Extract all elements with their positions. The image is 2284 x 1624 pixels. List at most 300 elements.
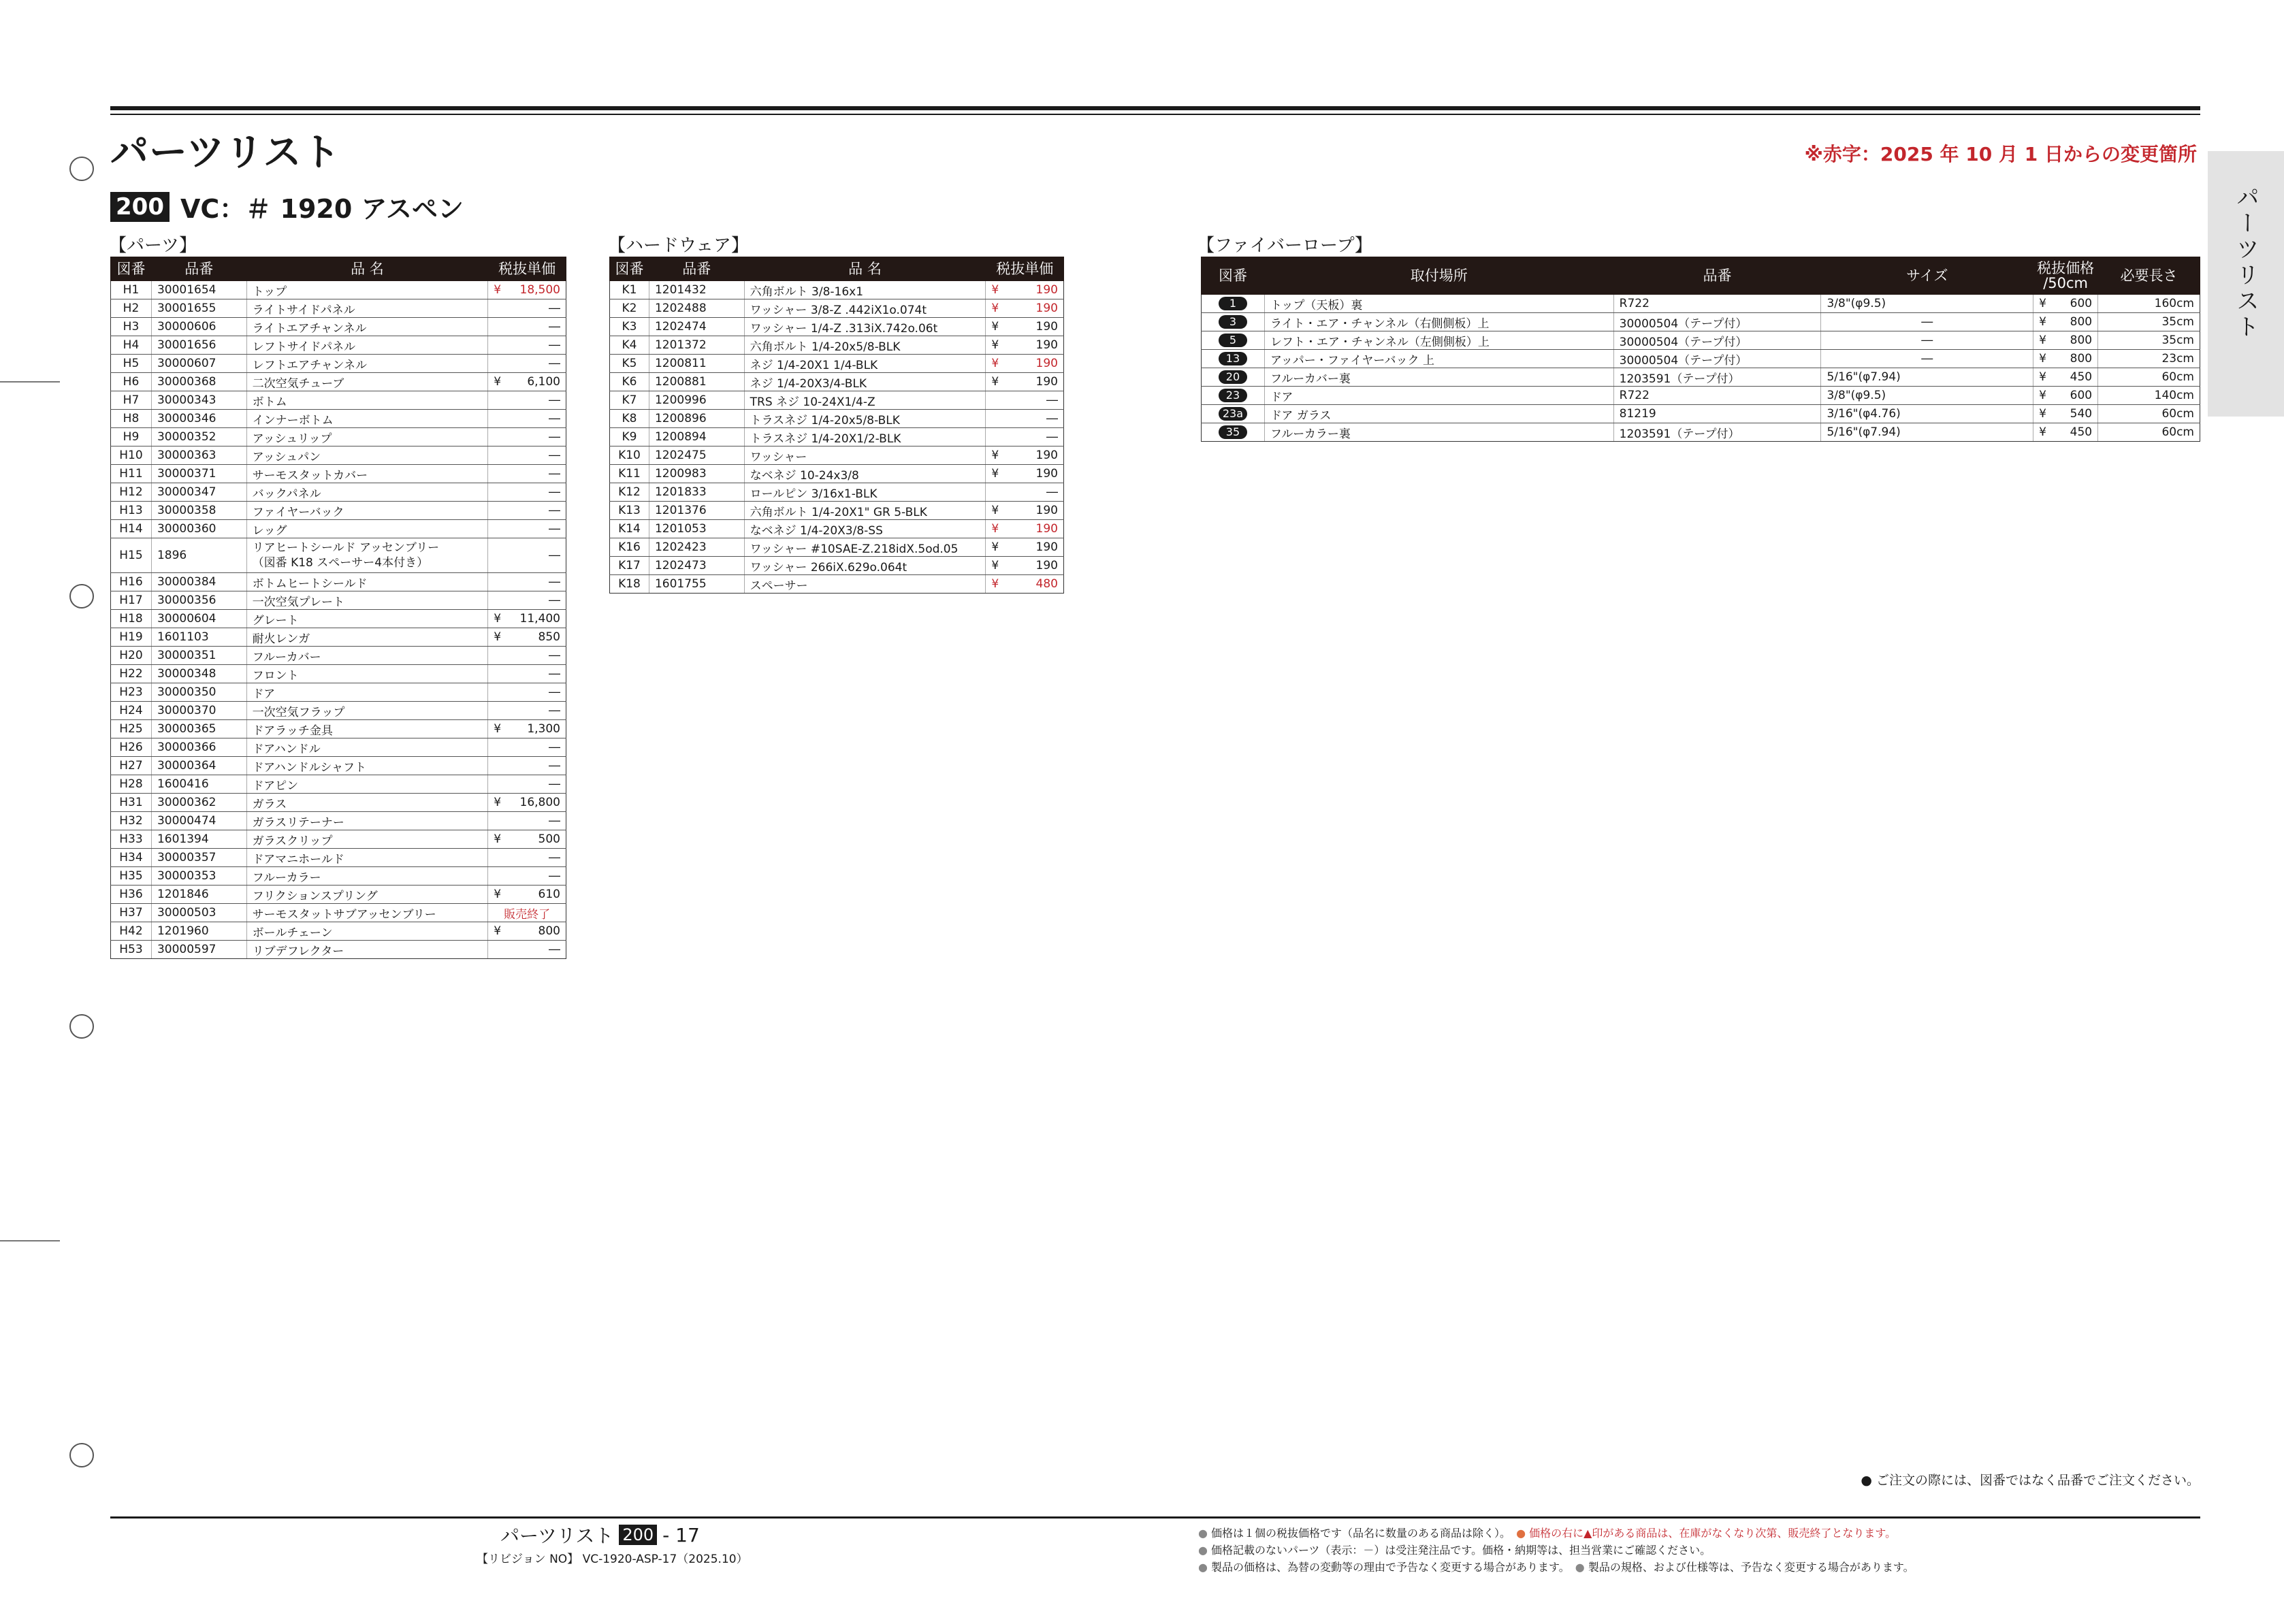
hardware-section-label: 【ハードウェア】 <box>608 236 749 256</box>
fig-no-cell: H12 <box>111 483 152 502</box>
bullet-icon: ● <box>1198 1544 1212 1557</box>
price-value: 190 <box>1035 357 1058 370</box>
part-no-cell: 30000604 <box>151 610 246 628</box>
name-cell <box>246 941 488 959</box>
col-header-part-no: 品番 <box>649 257 744 281</box>
table-row <box>111 886 566 904</box>
price-cell <box>986 318 1064 336</box>
table-row <box>111 428 566 446</box>
col-header-price: 税抜単価 <box>986 257 1064 281</box>
fig-no-badge: 13 <box>1219 352 1247 366</box>
order-note: ● ご注文の際には、図番ではなく品番でご注文ください。 <box>1861 1473 2200 1488</box>
name-cell <box>246 738 488 757</box>
part-no-cell: R722 <box>1613 387 1821 405</box>
name-line: レフトエアチャンネル <box>252 358 367 372</box>
table-row <box>1202 295 2200 313</box>
part-no-cell: 1201432 <box>649 281 744 299</box>
top-rule-thin <box>110 114 2200 115</box>
fig-no-cell: H53 <box>111 941 152 959</box>
price-cell <box>986 373 1064 391</box>
price-cell <box>2033 368 2098 387</box>
name-cell <box>246 702 488 720</box>
price-value: 800 <box>2070 334 2093 347</box>
price-value: 190 <box>1035 504 1058 517</box>
name-cell <box>246 647 488 665</box>
fig-no-cell: H28 <box>111 775 152 794</box>
price-cell: ― <box>986 428 1064 446</box>
fig-no-cell: H24 <box>111 702 152 720</box>
currency-symbol: ¥ <box>494 612 502 626</box>
price-cell <box>488 830 566 849</box>
part-no-cell: 1203591（テープ付） <box>1613 368 1821 387</box>
name-cell <box>246 502 488 520</box>
name-cell <box>744 318 986 336</box>
part-no-cell: 30000370 <box>151 702 246 720</box>
price-cell: ― <box>488 867 566 886</box>
fig-no-badge: 3 <box>1219 315 1247 329</box>
fig-no-cell: H5 <box>111 355 152 373</box>
fig-no-cell: H10 <box>111 446 152 465</box>
price-cell: ― <box>986 391 1064 410</box>
part-no-cell: 30000343 <box>151 391 246 410</box>
name-cell <box>246 628 488 647</box>
price-cell: ― <box>488 647 566 665</box>
part-no-cell: 30000474 <box>151 812 246 830</box>
price-cell: ― <box>488 665 566 683</box>
price-cell: ― <box>488 849 566 867</box>
part-no-cell: 30000371 <box>151 465 246 483</box>
punch-hole-icon <box>69 584 94 608</box>
table-row <box>111 941 566 959</box>
name-cell <box>246 683 488 702</box>
currency-symbol: ¥ <box>494 888 502 901</box>
name-line: 六角ボルト 1/4-20X1" GR 5-BLK <box>750 505 927 519</box>
price-cell: ― <box>488 757 566 775</box>
price-cell <box>488 610 566 628</box>
part-no-cell: 30001655 <box>151 299 246 318</box>
part-no-cell: 30001654 <box>151 281 246 299</box>
location-cell: アッパー・ファイヤーバック 上 <box>1264 350 1613 368</box>
name-line: ネジ 1/4-20X3/4-BLK <box>750 376 867 391</box>
note-spec-change: 製品の規格、および仕様等は、予告なく変更する場合があります。 <box>1588 1561 1914 1574</box>
footer-notes <box>1198 1525 1914 1576</box>
part-no-cell: 1202423 <box>649 538 744 557</box>
name-cell <box>246 573 488 591</box>
change-note: ※赤字：2025 年 10 月 1 日からの変更箇所 <box>1804 143 2197 165</box>
col-header-size: サイズ <box>1821 257 2033 295</box>
name-cell <box>246 538 488 573</box>
fig-no-cell: H31 <box>111 794 152 812</box>
price-value: 190 <box>1035 559 1058 572</box>
col-header-name: 品 名 <box>744 257 986 281</box>
currency-symbol: ¥ <box>2039 389 2046 402</box>
price-value: 850 <box>538 630 560 644</box>
part-no-cell: 30000384 <box>151 573 246 591</box>
name-cell <box>246 520 488 538</box>
name-line: フリクションスプリング <box>252 889 378 903</box>
table-row <box>610 428 1064 446</box>
price-value: 190 <box>1035 375 1058 389</box>
table-row <box>111 410 566 428</box>
size-cell: ― <box>1821 331 2033 350</box>
price-value: 190 <box>1035 449 1058 462</box>
fig-no-cell: K1 <box>610 281 649 299</box>
name-line: フロント <box>252 668 299 683</box>
fig-no-cell: K10 <box>610 446 649 465</box>
name-cell <box>246 665 488 683</box>
table-row <box>610 538 1064 557</box>
price-cell <box>2033 423 2098 442</box>
currency-symbol: ¥ <box>2039 297 2046 310</box>
length-cell: 60cm <box>2098 368 2200 387</box>
table-row <box>610 465 1064 483</box>
table-row <box>111 483 566 502</box>
price-cell: ― <box>488 355 566 373</box>
name-line: ボトムヒートシールド <box>252 576 368 591</box>
fig-no-cell: H25 <box>111 720 152 738</box>
location-cell: レフト・エア・チャンネル（左側側板）上 <box>1264 331 1613 350</box>
fiber-rope-section-label: 【ファイバーロープ】 <box>1197 236 1372 256</box>
fig-no-cell <box>1202 350 1265 368</box>
table-row <box>111 355 566 373</box>
currency-symbol: ¥ <box>494 796 502 809</box>
part-no-cell: 1200983 <box>649 465 744 483</box>
location-cell: トップ（天板）裏 <box>1264 295 1613 313</box>
size-cell: 3/16"(φ4.76) <box>1821 405 2033 423</box>
price-value: 190 <box>1035 283 1058 297</box>
price-value: 800 <box>2070 315 2093 329</box>
name-line: ワッシャー #10SAE-Z.218idX.5od.05 <box>750 542 959 556</box>
price-cell: ― <box>488 299 566 318</box>
price-cell: ― <box>986 483 1064 502</box>
table-row <box>111 281 566 299</box>
price-cell: ― <box>488 428 566 446</box>
part-no-cell: 1200881 <box>649 373 744 391</box>
name-line: 一次空気フラップ <box>252 705 345 719</box>
price-value: 16,800 <box>519 796 560 809</box>
currency-symbol: ¥ <box>991 577 999 591</box>
table-row <box>111 318 566 336</box>
name-cell <box>246 299 488 318</box>
currency-symbol: ¥ <box>2039 315 2046 329</box>
fig-no-cell: H3 <box>111 318 152 336</box>
price-cell <box>986 520 1064 538</box>
name-cell <box>744 465 986 483</box>
part-no-cell: 1202474 <box>649 318 744 336</box>
price-value: 450 <box>2070 425 2093 439</box>
name-line: ドアマニホールド <box>252 852 344 866</box>
price-cell <box>2033 387 2098 405</box>
table-row <box>111 628 566 647</box>
fig-no-badge: 20 <box>1219 370 1247 384</box>
col-header-required-length: 必要長さ <box>2098 257 2200 295</box>
fig-no-cell <box>1202 331 1265 350</box>
price-cell: ― <box>488 683 566 702</box>
name-cell <box>246 410 488 428</box>
price-value: 190 <box>1035 302 1058 315</box>
fig-no-cell <box>1202 387 1265 405</box>
price-value: 800 <box>538 924 560 938</box>
fig-no-cell: H22 <box>111 665 152 683</box>
part-no-cell: 30000360 <box>151 520 246 538</box>
name-cell <box>246 904 488 922</box>
currency-symbol: ¥ <box>494 832 502 846</box>
part-no-cell: 1200811 <box>649 355 744 373</box>
part-no-cell: 1201846 <box>151 886 246 904</box>
fig-no-cell <box>1202 295 1265 313</box>
part-no-cell: 30000607 <box>151 355 246 373</box>
name-line: ロールピン 3/16x1-BLK <box>750 487 878 501</box>
table-row <box>1202 387 2200 405</box>
size-cell: 3/8"(φ9.5) <box>1821 387 2033 405</box>
name-cell <box>246 318 488 336</box>
col-header-price: 税抜単価 <box>488 257 566 281</box>
price-cell <box>2033 331 2098 350</box>
fig-no-cell: K3 <box>610 318 649 336</box>
page-number <box>500 1521 700 1548</box>
col-header-price-per-50cm: 税抜価格 /50cm <box>2033 257 2098 295</box>
part-no-cell: 30000362 <box>151 794 246 812</box>
fiber-rope-table <box>1201 257 2200 442</box>
fig-no-badge: 23 <box>1219 389 1247 402</box>
currency-symbol: ¥ <box>494 924 502 938</box>
fig-no-cell: H17 <box>111 591 152 610</box>
name-line: ライトサイドパネル <box>252 303 355 317</box>
fig-no-cell: K13 <box>610 502 649 520</box>
length-cell: 60cm <box>2098 405 2200 423</box>
name-cell <box>246 465 488 483</box>
part-no-cell: 30000606 <box>151 318 246 336</box>
location-cell: フルーカバー裏 <box>1264 368 1613 387</box>
name-cell <box>246 373 488 391</box>
table-row <box>610 557 1064 575</box>
margin-mark <box>0 381 60 383</box>
table-row <box>111 775 566 794</box>
fig-no-cell: K9 <box>610 428 649 446</box>
part-no-cell: 30000366 <box>151 738 246 757</box>
price-cell <box>986 538 1064 557</box>
name-line: なベネジ 10-24x3/8 <box>750 468 859 483</box>
table-row <box>111 757 566 775</box>
price-cell <box>2033 350 2098 368</box>
table-row <box>111 573 566 591</box>
table-row <box>111 849 566 867</box>
table-row <box>111 336 566 355</box>
part-no-cell: 30000368 <box>151 373 246 391</box>
table-row <box>111 702 566 720</box>
table-row <box>111 683 566 702</box>
price-cell <box>488 628 566 647</box>
part-no-cell: 1201833 <box>649 483 744 502</box>
fig-no-cell: H23 <box>111 683 152 702</box>
name-line: ドアハンドル <box>252 742 321 756</box>
price-value: 800 <box>2070 352 2093 366</box>
name-line: なベネジ 1/4-20X3/8-SS <box>750 523 883 538</box>
name-line: フルーカバー <box>252 650 321 664</box>
revision-number: 【リビジョン NO】 VC-1920-ASP-17（2025.10） <box>477 1553 748 1566</box>
price-value: 190 <box>1035 467 1058 481</box>
price-cell <box>986 281 1064 299</box>
table-row <box>111 502 566 520</box>
part-no-cell: 30000352 <box>151 428 246 446</box>
fig-no-cell: H27 <box>111 757 152 775</box>
currency-symbol: ¥ <box>991 540 999 554</box>
name-cell <box>744 538 986 557</box>
currency-symbol: ¥ <box>2039 425 2046 439</box>
table-row <box>1202 331 2200 350</box>
fig-no-cell: K16 <box>610 538 649 557</box>
price-cell: ― <box>488 702 566 720</box>
price-value: 1,300 <box>527 722 560 736</box>
bullet-icon: ● <box>1575 1561 1588 1574</box>
currency-symbol: ¥ <box>991 522 999 536</box>
bullet-icon: ● <box>1516 1527 1530 1540</box>
part-no-cell: 30000365 <box>151 720 246 738</box>
model-line <box>110 188 464 225</box>
table-row <box>1202 350 2200 368</box>
name-line: ワッシャー 1/4-Z .313iX.742o.06t <box>750 321 938 336</box>
price-value: 600 <box>2070 297 2093 310</box>
currency-symbol: ¥ <box>991 449 999 462</box>
part-no-cell: 1201372 <box>649 336 744 355</box>
parts-table <box>110 257 566 959</box>
price-cell: 販売終了 <box>488 904 566 922</box>
price-cell <box>986 299 1064 318</box>
name-cell <box>246 849 488 867</box>
table-row <box>111 446 566 465</box>
price-cell <box>2033 405 2098 423</box>
name-cell <box>246 886 488 904</box>
fig-no-cell: H35 <box>111 867 152 886</box>
name-cell <box>246 794 488 812</box>
name-line: ワッシャー 266iX.629o.064t <box>750 560 907 574</box>
part-no-cell: 30000504（テープ付） <box>1613 350 1821 368</box>
name-line: ワッシャー 3/8-Z .442iX1o.074t <box>750 303 927 317</box>
name-line: サーモスタットカバー <box>252 468 368 483</box>
fig-no-cell: H8 <box>111 410 152 428</box>
currency-symbol: ¥ <box>991 320 999 334</box>
name-cell <box>744 446 986 465</box>
name-cell <box>246 922 488 941</box>
fig-no-cell: K7 <box>610 391 649 410</box>
name-line: 六角ボルト 3/8-16x1 <box>750 285 864 299</box>
side-tab-label: パーツリスト <box>2232 185 2259 340</box>
price-cell: ― <box>488 483 566 502</box>
note-price-change: 製品の価格は、為替の変動等の理由で予告なく変更する場合があります。 <box>1211 1561 1564 1574</box>
part-no-cell: 30000353 <box>151 867 246 886</box>
name-line: トラスネジ 1/4-20X1/2-BLK <box>750 432 901 446</box>
currency-symbol: ¥ <box>991 467 999 481</box>
currency-symbol: ¥ <box>991 283 999 297</box>
part-no-cell: 1601755 <box>649 575 744 594</box>
price-cell: ― <box>488 520 566 538</box>
part-no-cell: 1203591（テープ付） <box>1613 423 1821 442</box>
currency-symbol: ¥ <box>991 357 999 370</box>
fig-no-cell: K2 <box>610 299 649 318</box>
name-cell <box>246 336 488 355</box>
name-cell <box>744 575 986 594</box>
price-cell <box>986 336 1064 355</box>
table-row <box>111 465 566 483</box>
col-header-fig-no: 図番 <box>1202 257 1265 295</box>
length-cell: 160cm <box>2098 295 2200 313</box>
price-cell: ― <box>488 391 566 410</box>
price-cell: ― <box>488 465 566 483</box>
fig-no-badge: 5 <box>1219 334 1247 347</box>
name-cell <box>744 410 986 428</box>
fig-no-cell: H14 <box>111 520 152 538</box>
hardware-table <box>609 257 1064 594</box>
table-row <box>610 373 1064 391</box>
price-value: 190 <box>1035 320 1058 334</box>
part-no-cell: 30000347 <box>151 483 246 502</box>
name-line: ドアハンドルシャフト <box>252 760 367 775</box>
table-row <box>111 830 566 849</box>
table-row <box>111 299 566 318</box>
part-no-cell: 1202473 <box>649 557 744 575</box>
fig-no-cell: H2 <box>111 299 152 318</box>
part-no-cell: 1200894 <box>649 428 744 446</box>
fig-no-cell: K4 <box>610 336 649 355</box>
size-cell: 5/16"(φ7.94) <box>1821 368 2033 387</box>
name-line: ワッシャー <box>750 450 807 464</box>
model-name: VC：＃ 1920 アスペン <box>180 194 464 224</box>
name-cell <box>744 483 986 502</box>
col-header-part-no: 品番 <box>1613 257 1821 295</box>
currency-symbol: ¥ <box>494 283 502 297</box>
part-no-cell: 30000357 <box>151 849 246 867</box>
currency-symbol: ¥ <box>991 559 999 572</box>
table-row <box>610 336 1064 355</box>
name-cell <box>246 720 488 738</box>
part-no-cell: 1200896 <box>649 410 744 428</box>
top-rule <box>110 106 2200 110</box>
name-line-2: （図番 K18 スペーサー4本付き） <box>252 556 429 570</box>
table-row <box>111 812 566 830</box>
price-value: 18,500 <box>519 283 560 297</box>
part-no-cell: 30000503 <box>151 904 246 922</box>
name-cell <box>744 355 986 373</box>
currency-symbol: ¥ <box>494 722 502 736</box>
part-no-cell: 1600416 <box>151 775 246 794</box>
bullet-icon: ● <box>1198 1527 1212 1540</box>
length-cell: 23cm <box>2098 350 2200 368</box>
name-cell <box>246 812 488 830</box>
punch-hole-icon <box>69 157 94 181</box>
fig-no-cell: H7 <box>111 391 152 410</box>
price-cell: ― <box>488 538 566 573</box>
table-row <box>111 538 566 573</box>
size-cell: 5/16"(φ7.94) <box>1821 423 2033 442</box>
price-value: 11,400 <box>519 612 560 626</box>
price-cell <box>2033 313 2098 331</box>
name-cell <box>246 830 488 849</box>
table-row <box>111 904 566 922</box>
note-price: 価格は１個の税抜価格です（品名に数量のある商品は除く）。 <box>1211 1527 1506 1540</box>
length-cell: 35cm <box>2098 313 2200 331</box>
part-no-cell: 1601394 <box>151 830 246 849</box>
table-row <box>111 591 566 610</box>
model-badge: 200 <box>110 192 170 222</box>
page-suffix: - 17 <box>662 1523 700 1546</box>
name-cell <box>246 483 488 502</box>
length-cell: 60cm <box>2098 423 2200 442</box>
table-row <box>111 665 566 683</box>
name-cell <box>744 391 986 410</box>
name-cell <box>246 775 488 794</box>
side-index-tab[interactable] <box>2208 151 2284 417</box>
fig-no-cell: H36 <box>111 886 152 904</box>
